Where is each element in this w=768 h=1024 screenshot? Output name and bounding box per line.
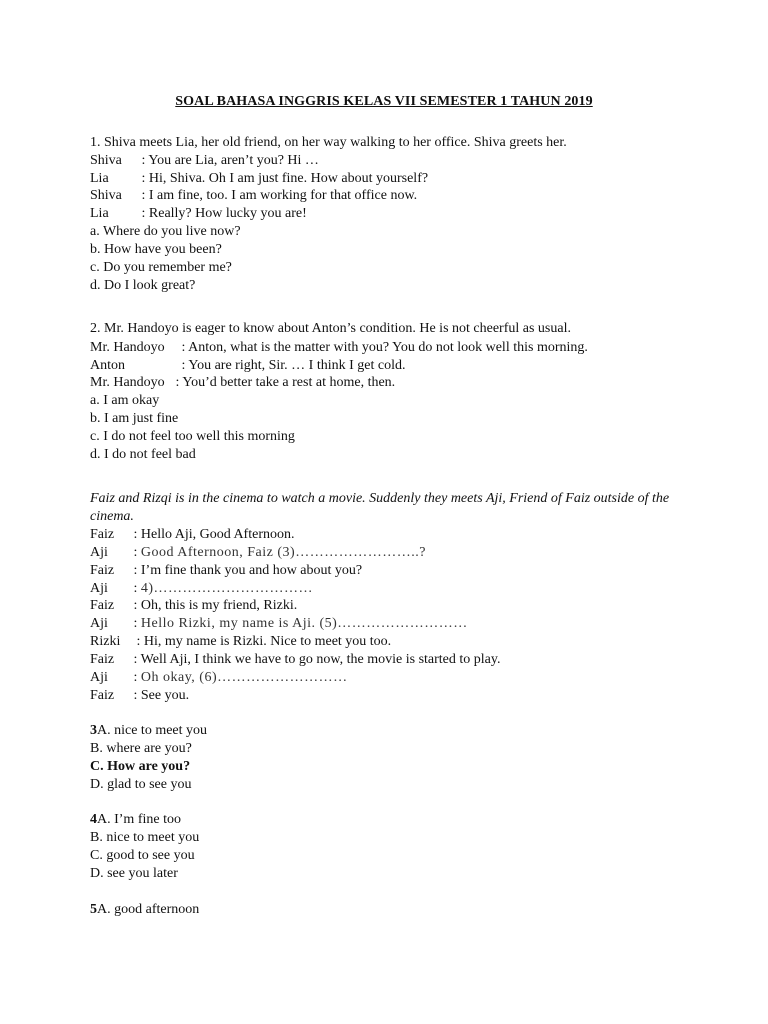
line-text: You are Lia, aren’t you? Hi …: [148, 153, 319, 168]
option: d. I do not feel bad: [90, 447, 196, 462]
speaker: Faiz: [90, 563, 115, 578]
line-text: Hello Aji, Good Afternoon.: [140, 527, 295, 542]
speaker: Shiva: [90, 188, 122, 203]
speaker: Shiva: [90, 153, 122, 168]
option: a. Where do you live now?: [90, 224, 241, 239]
line-text: Anton, what is the matter with you? You do not look well this morning.: [188, 340, 588, 355]
dialog-line: [90, 187, 417, 205]
separator: :: [130, 527, 141, 542]
separator: :: [130, 598, 141, 613]
speaker: Faiz: [90, 688, 115, 703]
option: D. glad to see you: [90, 777, 192, 792]
separator: :: [172, 375, 183, 390]
speaker: Anton: [90, 358, 125, 373]
line-text: See you.: [140, 688, 190, 703]
option: a. I am okay: [90, 393, 160, 408]
line-text: Hi, Shiva. Oh I am just fine. How about yourself?: [148, 171, 429, 186]
separator: :: [178, 340, 189, 355]
option: b. How have you been?: [90, 242, 222, 257]
option: [90, 811, 181, 829]
dialog-line: [90, 580, 313, 598]
dialog-line: [90, 669, 348, 687]
answer-number: 3: [90, 723, 97, 738]
page-title: SOAL BAHASA INGGRIS KELAS VII SEMESTER 1 TAHUN 2019: [175, 94, 593, 109]
dialog-line: [90, 633, 391, 651]
dialog-line: [90, 205, 307, 223]
dialog-line: [90, 170, 428, 188]
option: B. where are you?: [90, 741, 192, 756]
line-text: Really? How lucky you are!: [148, 206, 307, 221]
line-text: Oh, this is my friend, Rizki.: [140, 598, 298, 613]
line-text: Hi, my name is Rizki. Nice to meet you too.: [143, 634, 392, 649]
option: C. good to see you: [90, 848, 195, 863]
dialog-line: [90, 152, 319, 170]
speaker: Lia: [90, 206, 109, 221]
separator: :: [130, 688, 141, 703]
dialog-line: [90, 597, 297, 615]
separator: :: [130, 670, 141, 685]
speaker: Faiz: [90, 527, 115, 542]
separator: :: [133, 634, 144, 649]
speaker: Aji: [90, 581, 108, 596]
separator: :: [130, 545, 141, 560]
option-text: A. nice to meet you: [97, 723, 208, 738]
dialog-line: [90, 374, 395, 392]
option: B. nice to meet you: [90, 830, 200, 845]
line-text: I am fine, too. I am working for that office now.: [148, 188, 418, 203]
separator: :: [178, 358, 189, 373]
speaker: Aji: [90, 616, 108, 631]
line-text: I’m fine thank you and how about you?: [140, 563, 363, 578]
separator: :: [130, 581, 141, 596]
separator: :: [138, 188, 149, 203]
option: b. I am just fine: [90, 411, 179, 426]
speaker: Aji: [90, 670, 108, 685]
separator: :: [130, 652, 141, 667]
passage-intro: Faiz and Rizqi is in the cinema to watch a movie. Suddenly they meets Aji, Friend of Faiz outside of the cinema.: [90, 491, 670, 524]
separator: :: [130, 616, 141, 631]
dialog-line: [90, 651, 500, 669]
speaker: Mr. Handoyo: [90, 375, 165, 390]
question-1-text: 1. Shiva meets Lia, her old friend, on her way walking to her office. Shiva greets her.: [90, 135, 567, 150]
dialog-line: [90, 544, 426, 562]
separator: :: [138, 206, 149, 221]
option-text: A. good afternoon: [97, 902, 200, 917]
line-text: Oh okay, (6)………………………: [140, 670, 348, 685]
line-text: You’d better take a rest at home, then.: [182, 375, 396, 390]
answer-number: 4: [90, 812, 97, 827]
option: [90, 722, 207, 740]
line-text: You are right, Sir. … I think I get cold.: [188, 358, 406, 373]
speaker: Lia: [90, 171, 109, 186]
dialog-line: [90, 615, 468, 633]
speaker: Rizki: [90, 634, 121, 649]
line-text: 4)……………………………: [140, 581, 314, 596]
dialog-line: [90, 526, 295, 544]
option: c. Do you remember me?: [90, 260, 232, 275]
dialog-line: [90, 562, 362, 580]
dialog-line: [90, 357, 406, 375]
question-2-text: 2. Mr. Handoyo is eager to know about Anton’s condition. He is not cheerful as usual.: [90, 321, 571, 336]
speaker: Faiz: [90, 598, 115, 613]
option: D. see you later: [90, 866, 178, 881]
line-text: Well Aji, I think we have to go now, the movie is started to play.: [140, 652, 501, 667]
dialog-line: [90, 687, 189, 705]
option: c. I do not feel too well this morning: [90, 429, 295, 444]
separator: :: [130, 563, 141, 578]
speaker: Aji: [90, 545, 108, 560]
dialog-line: [90, 339, 588, 357]
separator: :: [138, 153, 149, 168]
option: [90, 901, 199, 919]
answer-number: 5: [90, 902, 97, 917]
line-text: Hello Rizki, my name is Aji. (5)………………………: [140, 616, 468, 631]
separator: :: [138, 171, 149, 186]
option-correct: C. How are you?: [90, 759, 191, 774]
speaker: Mr. Handoyo: [90, 340, 165, 355]
option: d. Do I look great?: [90, 278, 196, 293]
line-text: Good Afternoon, Faiz (3)……………………..?: [140, 545, 426, 560]
speaker: Faiz: [90, 652, 115, 667]
option-text: A. I’m fine too: [97, 812, 181, 827]
